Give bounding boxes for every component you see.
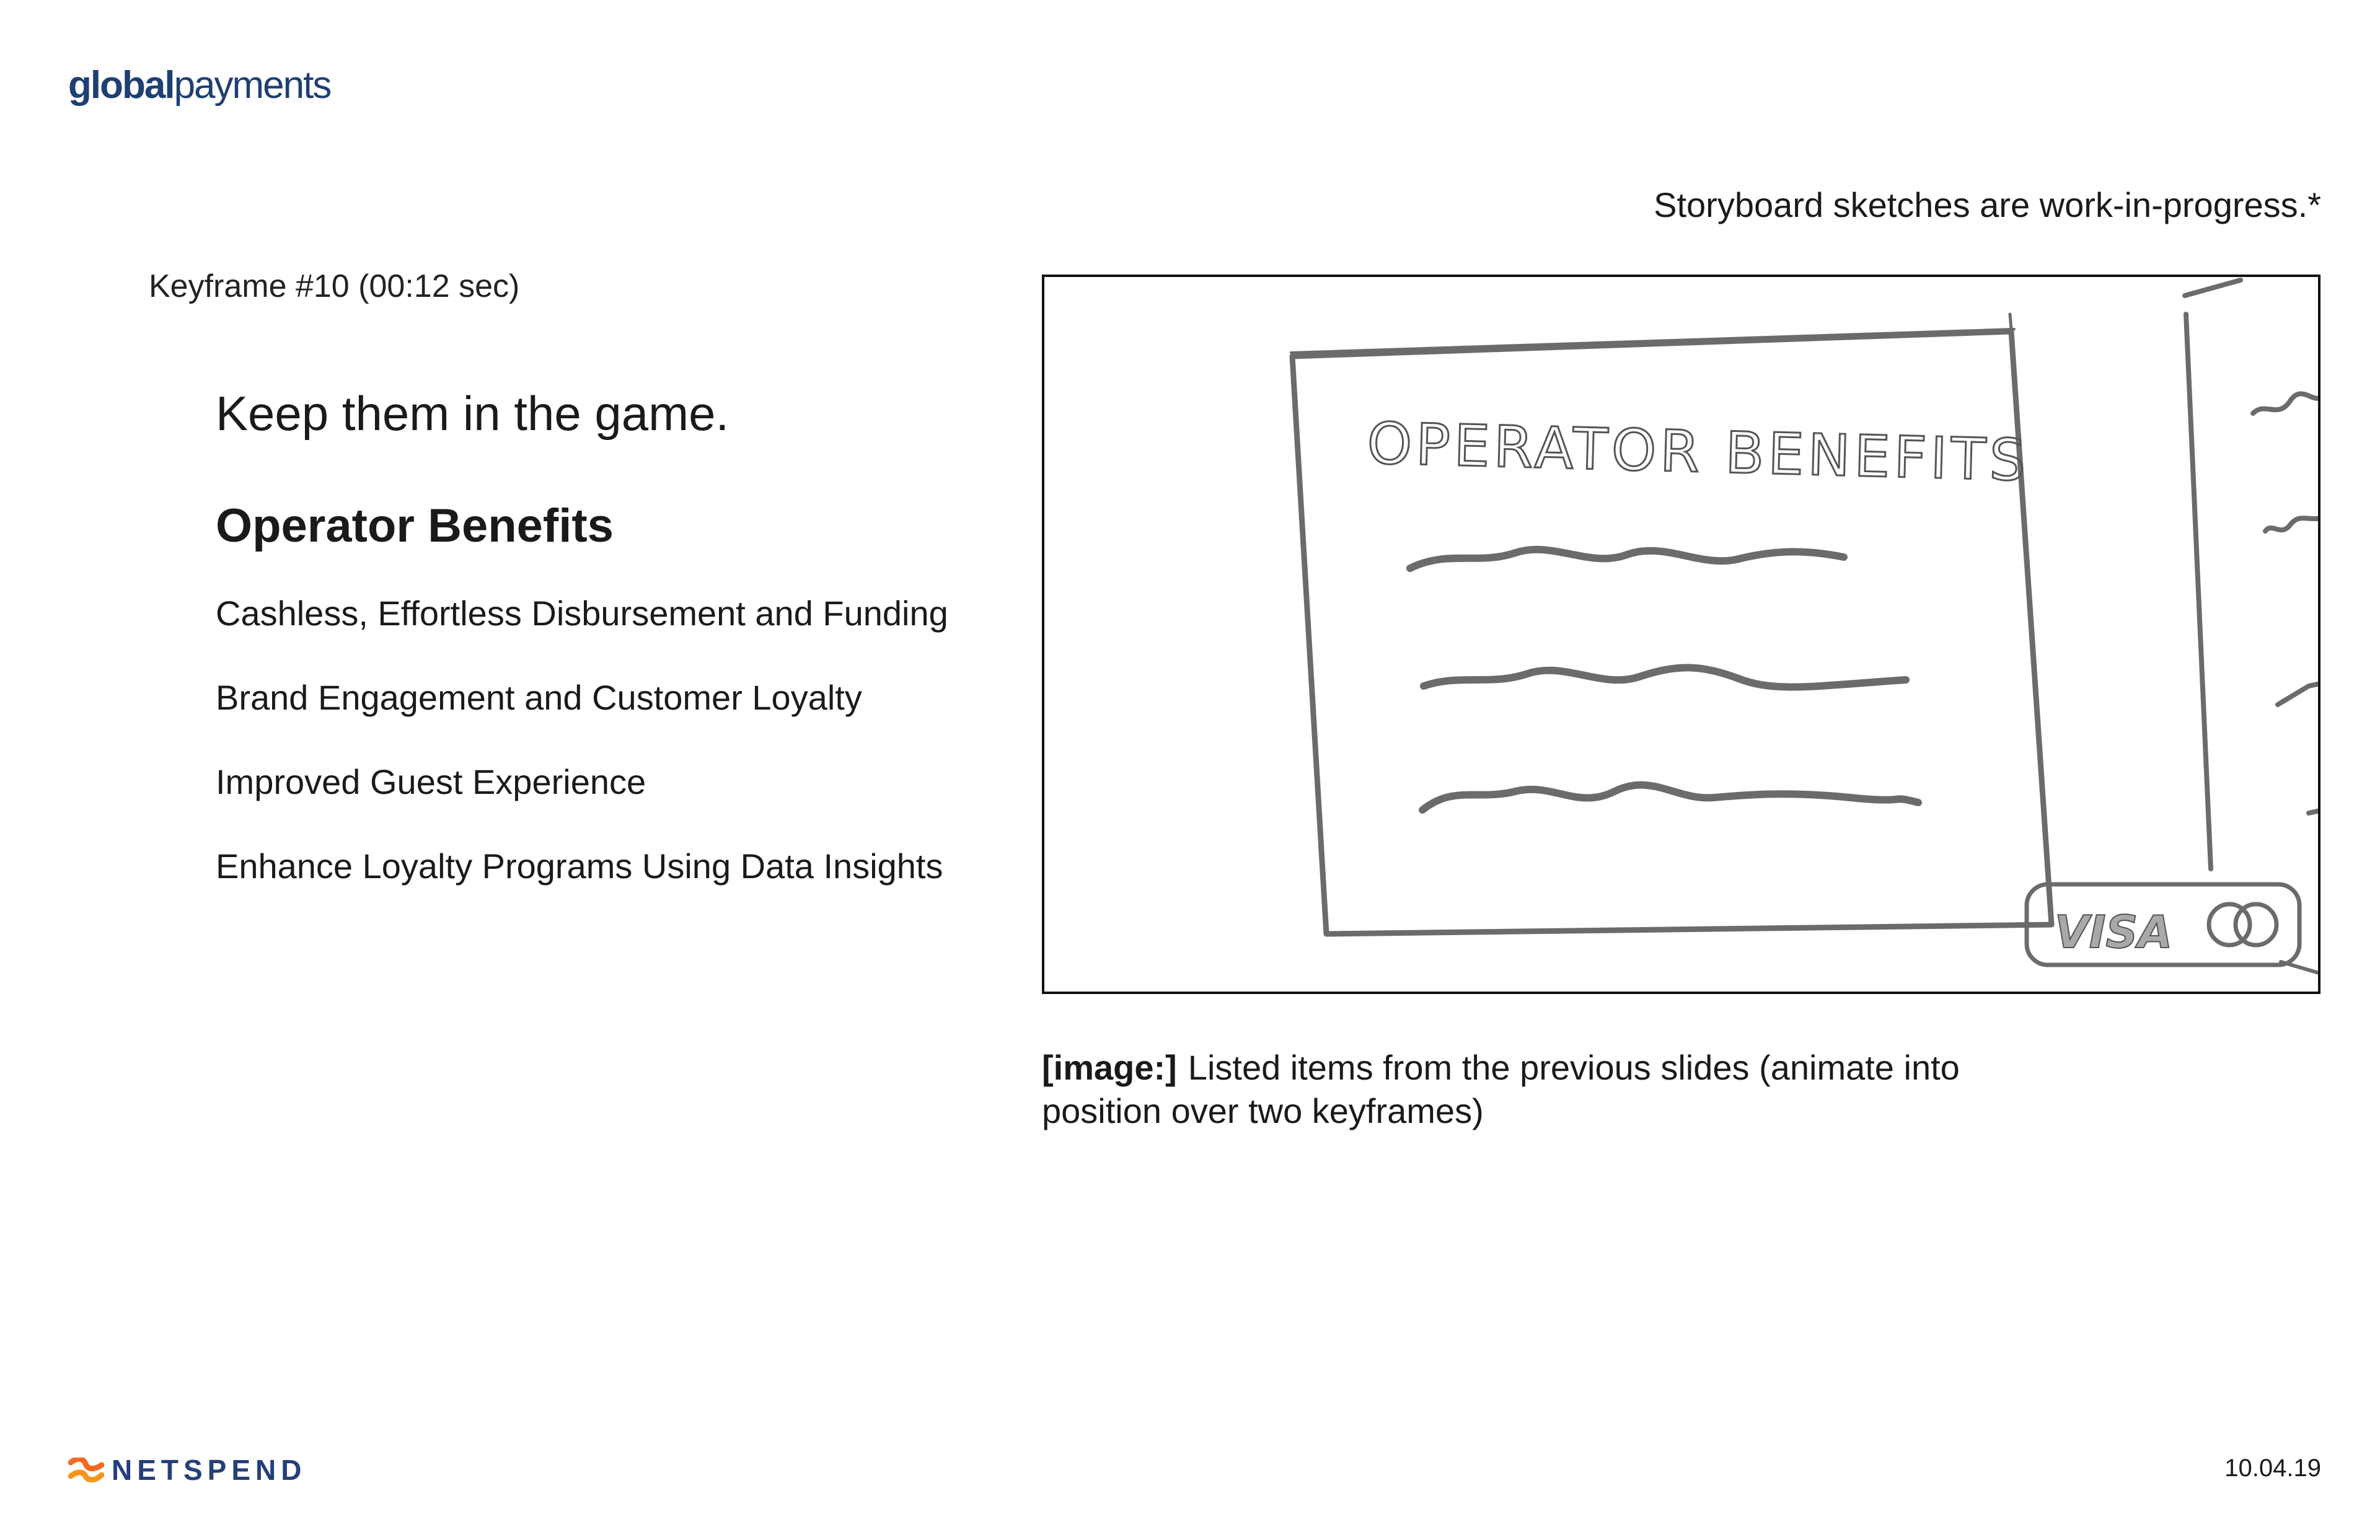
benefit-item: Improved Guest Experience bbox=[216, 762, 646, 801]
headline: Keep them in the game. bbox=[216, 386, 729, 441]
disclaimer-text: Storyboard sketches are work-in-progress.* bbox=[1654, 185, 2321, 224]
netspend-logo bbox=[68, 1453, 306, 1487]
sketch-drawing bbox=[1044, 277, 2320, 994]
netspend-wordmark: NETSPEND bbox=[112, 1454, 307, 1486]
sketch-line bbox=[1410, 550, 1844, 568]
benefits-list bbox=[216, 594, 948, 931]
sketch-line bbox=[1422, 785, 1918, 810]
caption-tag: [image:] bbox=[1042, 1048, 1177, 1087]
netspend-mark-icon bbox=[68, 1458, 104, 1482]
benefit-item: Cashless, Effortless Disbursement and Funding bbox=[216, 594, 948, 633]
slide-date: 10.04.19 bbox=[2224, 1454, 2321, 1482]
sketch-card-brand: VISA bbox=[2055, 906, 2173, 958]
benefit-item: Brand Engagement and Customer Loyalty bbox=[216, 678, 862, 717]
keyframe-label: Keyframe #10 (00:12 sec) bbox=[149, 268, 520, 304]
sketch-heading: OPERATOR BENEFITS bbox=[1366, 410, 2030, 494]
sketch-side-board bbox=[2185, 280, 2241, 296]
benefit-item: Enhance Loyalty Programs Using Data Insights bbox=[216, 847, 943, 886]
logo-payments-text: payments bbox=[174, 64, 331, 107]
section-title: Operator Benefits bbox=[216, 499, 614, 552]
sketch-card-circle bbox=[2236, 904, 2276, 945]
storyboard-sketch bbox=[1042, 275, 2320, 994]
sketch-line bbox=[1424, 667, 1906, 687]
logo-global-text: global bbox=[68, 64, 174, 107]
image-caption bbox=[1042, 1046, 1972, 1133]
globalpayments-logo bbox=[68, 63, 330, 107]
caption-text: Listed items from the previous slides (animate into position over two keyframes) bbox=[1042, 1048, 1960, 1130]
